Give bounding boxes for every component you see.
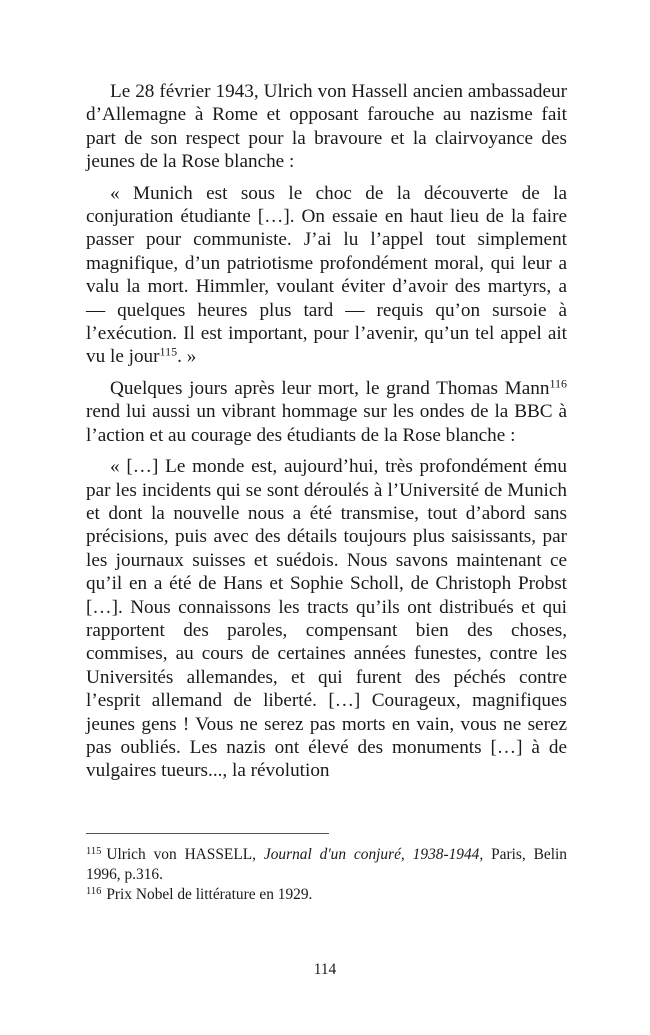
- paragraph-text-start: Quelques jours après leur mort, le grand Thomas Mann: [110, 377, 550, 399]
- footnote-publication: Paris, Belin 1996, p.316.: [86, 846, 567, 883]
- footnote-115: [86, 845, 567, 885]
- footnote-text: Prix Nobel de littérature en 1929.: [106, 886, 313, 903]
- paragraph-hassell-intro: [86, 80, 567, 174]
- footnote-book-title: Journal d'un conjuré, 1938-1944,: [263, 846, 484, 863]
- paragraph-text-end: rend lui aussi un vibrant hommage sur les ondes de la BBC à l’action et au courage des étudiants de la Rose blanche :: [86, 401, 567, 446]
- footnote-number: 115: [86, 845, 102, 857]
- footnote-ref-115[interactable]: 115: [159, 344, 178, 359]
- quote-thomas-mann: [86, 455, 567, 783]
- footnote-ref-116[interactable]: 116: [549, 376, 567, 391]
- page-number: 114: [313, 961, 337, 978]
- footnote-number: 116: [86, 885, 102, 897]
- footnote-116: [86, 885, 567, 905]
- paragraph-text: Le 28 février 1943, Ulrich von Hassell ancien ambassadeur d’Allemagne à Rome et opposant farouche au nazisme fait part de son respect pour la bravoure et la clairvoyance des jeunes de la Rose blanche :: [86, 81, 567, 173]
- quote-closing: . »: [177, 346, 197, 368]
- paragraph-thomas-mann-intro: [86, 377, 567, 447]
- body-text: [86, 80, 567, 783]
- footnote-separator: [86, 833, 329, 834]
- quote-text: « […] Le monde est, aujourd’hui, très profondément ému par les incidents qui se sont déroulés à l’Université de Munich et dont la nouvelle nous a été transmise, tout d’abord sans précisions, puis avec des détails toujours plus saisissants, par les journaux suisses et suédois. Nous savons maintenant ce qu’il en a été de Hans et Sophie Scholl, de Christoph Probst […]. Nous connaissons les tracts qu’ils ont distribués et qui rapportent des paroles, compensant bien des choses, commises, au cours de certaines années funestes, contre les Universités allemandes, et qui furent des péchés contre l’esprit allemand de liberté. […] Courageux, magnifiques jeunes gens ! Vous ne serez pas morts en vain, vous ne serez pas oubliés. Les nazis ont élevé des monuments […] à de vulgaires tueurs..., la révolution: [86, 456, 567, 782]
- footnote-author: Ulrich von HASSELL,: [106, 846, 264, 863]
- quote-text: « Munich est sous le choc de la découverte de la conjuration étudiante […]. On essaie en haut lieu de la faire passer pour communiste. J’ai lu l’appel tout simplement magnifique, d’un patriotisme profondément moral, qui leur a valu la mort. Himmler, voulant éviter d’avoir des martyrs, a — quelques heures plus tard — requis qu’on sursoie à l’exécution. Il est important, pour l’avenir, qu’un tel appel ait vu le jour: [86, 182, 567, 368]
- quote-hassell: [86, 182, 567, 369]
- footnotes: [86, 845, 567, 905]
